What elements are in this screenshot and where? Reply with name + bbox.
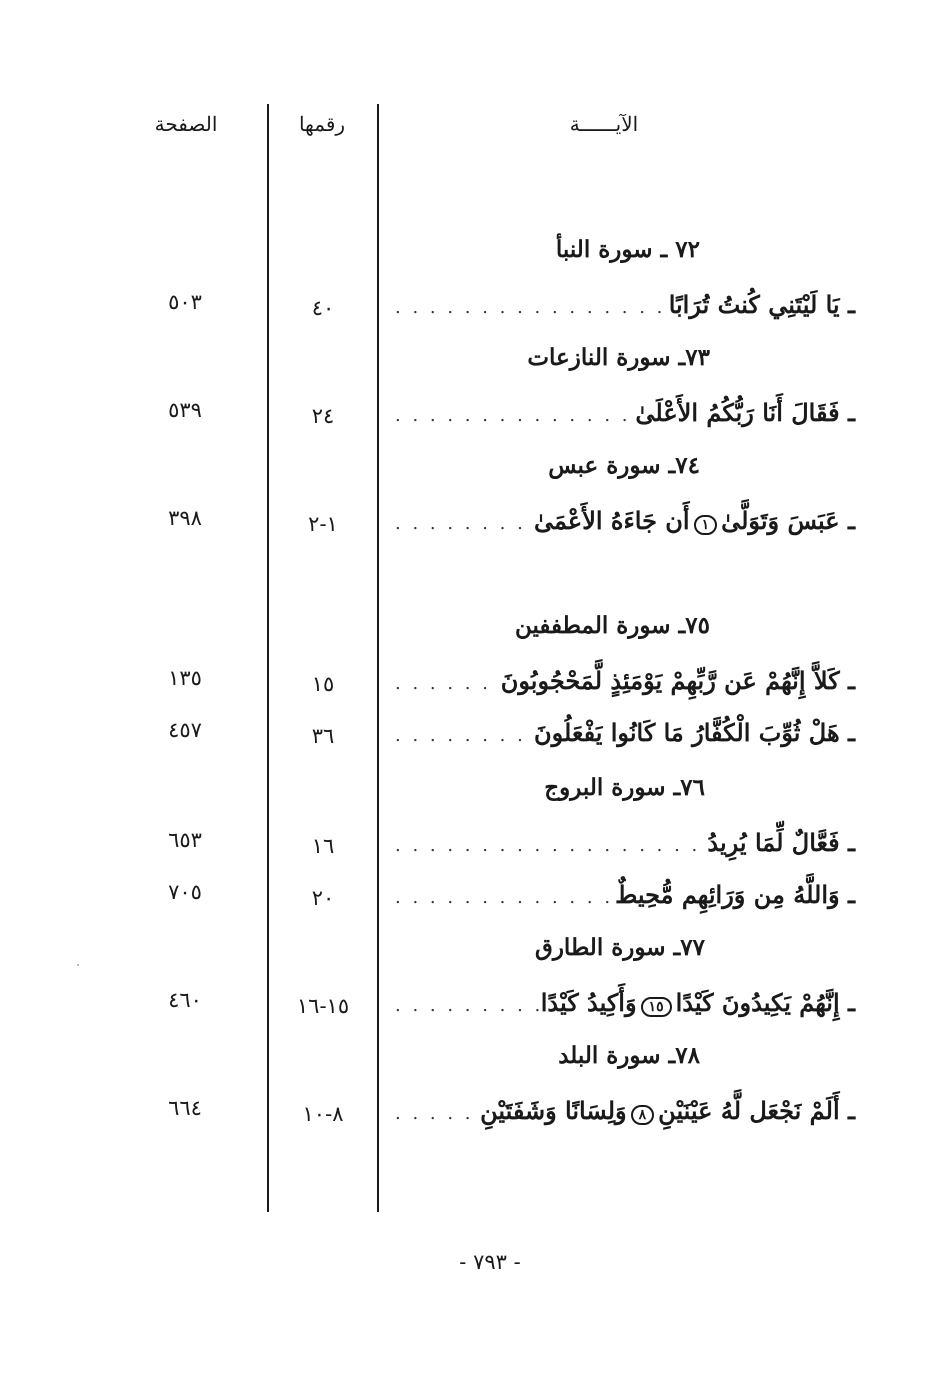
page-number: ٦٦٤ bbox=[168, 1096, 202, 1120]
verse-text bbox=[395, 666, 855, 695]
verse-text-main: ـ أَلَمْ نَجْعَل لَّهُ عَيْنَيْنِ bbox=[658, 1096, 855, 1125]
verse-number: ١٥-١٦ bbox=[296, 994, 350, 1018]
table-row bbox=[0, 828, 951, 868]
page-number: ١٣٥ bbox=[168, 666, 202, 690]
leader-dots bbox=[395, 405, 635, 426]
header-aya: الآيــــــة bbox=[569, 112, 639, 136]
verse-number: ٤٠ bbox=[311, 296, 335, 320]
verse-text bbox=[395, 828, 855, 857]
page-footer-number: - ٧٩٣ - bbox=[459, 1250, 521, 1274]
verse-number: ٢٤ bbox=[311, 404, 335, 428]
table-row bbox=[0, 1096, 951, 1136]
verse-text bbox=[395, 880, 855, 909]
page-number: ٣٩٨ bbox=[168, 506, 202, 530]
verse-text bbox=[395, 718, 855, 747]
verse-text-main: ـ فَعَّالٌ لِّمَا يُرِيدُ bbox=[707, 828, 855, 857]
verse-end-marker: ١ bbox=[694, 515, 718, 535]
column-divider-right bbox=[377, 104, 379, 1212]
leader-dots bbox=[395, 673, 501, 694]
leader-dots bbox=[395, 725, 534, 746]
surah-title: ٧٢ ـ سورة النبأ bbox=[555, 236, 700, 263]
table-row bbox=[0, 506, 951, 546]
page-number: ٥٠٣ bbox=[168, 290, 202, 314]
surah-title: ٧٨ـ سورة البلد bbox=[558, 1042, 700, 1069]
page-number: ٧٠٥ bbox=[168, 880, 202, 904]
column-divider-left bbox=[267, 104, 269, 1212]
verse-text-main: ـ عَبَسَ وَتَوَلَّىٰ bbox=[721, 506, 855, 535]
verse-number: ١٥ bbox=[311, 672, 335, 696]
verse-text-main: ـ هَلْ ثُوِّبَ الْكُفَّارُ مَا كَانُوا يَفْعَلُونَ bbox=[534, 718, 855, 747]
verse-text bbox=[395, 398, 855, 427]
surah-title: ٧٦ـ سورة البروج bbox=[544, 774, 705, 801]
verse-text-main: ـ فَقَالَ أَنَا رَبُّكُمُ الأَعْلَىٰ bbox=[635, 398, 855, 427]
table-row bbox=[0, 988, 951, 1028]
verse-number: ٢٠ bbox=[311, 886, 335, 910]
page-number: ٤٥٧ bbox=[168, 718, 202, 742]
surah-title: ٧٥ـ سورة المطففين bbox=[514, 612, 710, 639]
header-page: الصفحة bbox=[154, 112, 218, 136]
verse-text-continued: وَأَكِيدُ كَيْدًا bbox=[540, 988, 637, 1017]
header-number: رقمها bbox=[298, 112, 346, 136]
verse-number: ١٦ bbox=[311, 834, 335, 858]
leader-dots bbox=[395, 887, 615, 908]
verse-text-main: ـ كَلاَّ إِنَّهُمْ عَن رَّبِّهِمْ يَوْمَئِذٍ لَّمَحْجُوبُونَ bbox=[500, 666, 855, 695]
verse-text-main: ـ إِنَّهُمْ يَكِيدُونَ كَيْدًا bbox=[675, 988, 855, 1017]
page-number: ٥٣٩ bbox=[168, 398, 202, 422]
leader-dots bbox=[395, 835, 707, 856]
verse-text bbox=[395, 506, 855, 535]
surah-title: ٧٣ـ سورة النازعات bbox=[527, 344, 710, 371]
verse-text-main: ـ وَاللَّهُ مِن وَرَائِهِم مُّحِيطٌ bbox=[615, 880, 855, 909]
page-number: ٤٦٠ bbox=[168, 988, 202, 1012]
table-row bbox=[0, 718, 951, 758]
verse-text-continued: أَن جَاءَهُ الأَعْمَىٰ bbox=[534, 506, 690, 535]
table-row bbox=[0, 290, 951, 330]
verse-text bbox=[395, 988, 855, 1017]
table-row bbox=[0, 666, 951, 706]
table-row bbox=[0, 398, 951, 438]
leader-dots bbox=[395, 297, 669, 318]
table-row bbox=[0, 880, 951, 920]
verse-text bbox=[395, 290, 855, 319]
verse-end-marker: ١٥ bbox=[641, 997, 672, 1017]
verse-text bbox=[395, 1096, 855, 1125]
surah-title: ٧٤ـ سورة عبس bbox=[548, 452, 700, 479]
scan-speck bbox=[77, 964, 79, 966]
verse-number: ١-٢ bbox=[308, 512, 338, 536]
verse-end-marker: ٨ bbox=[631, 1105, 655, 1125]
leader-dots bbox=[395, 513, 534, 534]
verse-text-main: ـ يَا لَيْتَنِي كُنتُ تُرَابًا bbox=[668, 290, 855, 319]
verse-number: ٨-١٠ bbox=[302, 1102, 344, 1126]
surah-title: ٧٧ـ سورة الطارق bbox=[534, 934, 705, 961]
verse-number: ٣٦ bbox=[311, 724, 335, 748]
leader-dots bbox=[395, 995, 541, 1016]
leader-dots bbox=[395, 1103, 480, 1124]
verse-text-continued: وَلِسَانًا وَشَفَتَيْنِ bbox=[480, 1096, 627, 1125]
page-number: ٦٥٣ bbox=[168, 828, 202, 852]
